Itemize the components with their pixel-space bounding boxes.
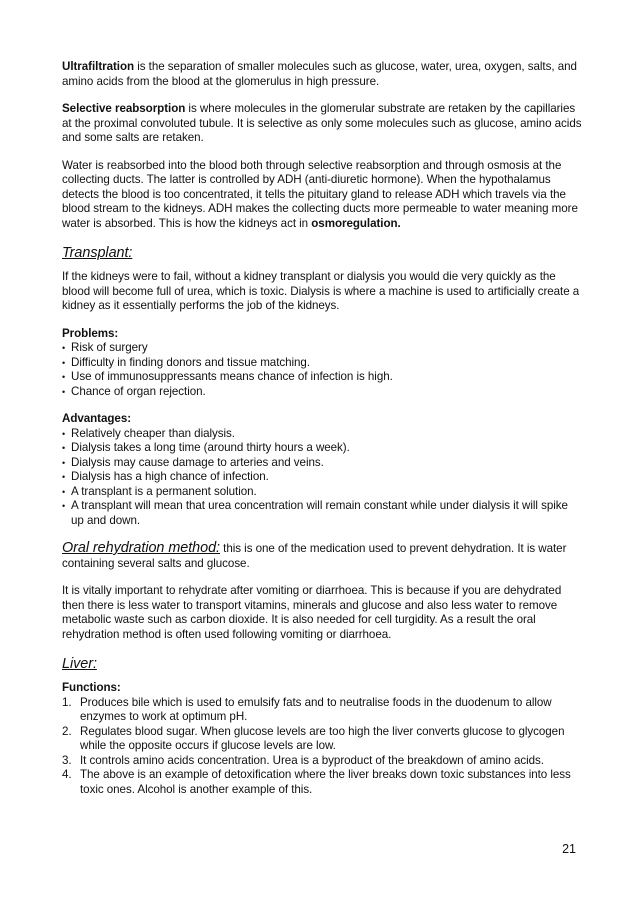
list-item — [62, 768, 582, 797]
rehydration-importance-paragraph: It is vitally important to rehydrate after vomiting or diarrhoea. This is because if you are dehydrated then there is less water to transport vitamins, minerals and glucose and also less water to remove metabolic waste such as carbon dioxide. It is also needed for cell turgidity. As a result the oral rehydration method is often used following vomiting or diarrhoea. — [62, 584, 562, 641]
item-text: The above is an example of detoxification where the liver breaks down toxic substances into less toxic ones. Alcohol is another example of this. — [80, 768, 571, 796]
list-item: • Difficulty in finding donors and tissue matching. — [62, 356, 582, 371]
advantages-label: Advantages: — [62, 412, 132, 425]
water-reabsorption-paragraph — [62, 159, 582, 232]
selective-reabsorption-text: is where molecules in the glomerular substrate are retaken by the capillaries at the proximal convoluted tubule. It is selective as only some molecules such as glucose, amino acids and some salts are retaken. — [62, 102, 582, 144]
list-item: • Chance of organ rejection. — [62, 385, 582, 400]
oral-rehydration-heading: Oral rehydration method: — [62, 540, 220, 556]
liver-heading: Liver: — [62, 656, 97, 672]
item-text: Regulates blood sugar. When glucose levels are too high the liver converts glucose to glycogen while the opposite occurs if glucose levels are low. — [80, 724, 565, 752]
ultrafiltration-term: Ultrafiltration — [62, 60, 135, 73]
ultrafiltration-paragraph — [62, 60, 582, 89]
transplant-paragraph: If the kidneys were to fail, without a kidney transplant or dialysis you would die very quickly as the blood will become full of urea, which is toxic. Dialysis is where a machine is used to artificially create a kidney as it essentially performs the job of the kidneys. — [62, 270, 580, 312]
page-content — [62, 60, 582, 797]
functions-label: Functions: — [62, 681, 121, 694]
item-text: It controls amino acids concentration. Urea is a byproduct of the breakdown of amino acids. — [80, 753, 544, 767]
list-item: • Relatively cheaper than dialysis. — [62, 427, 582, 442]
item-text: Produces bile which is used to emulsify fats and to neutralise foods in the duodenum to allow enzymes to work at optimum pH. — [80, 695, 552, 723]
item-number: 1. — [62, 695, 72, 709]
list-item: • Risk of surgery — [62, 341, 582, 356]
list-item: • Use of immunosuppressants means chance of infection is high. — [62, 370, 582, 385]
ultrafiltration-text: is the separation of smaller molecules such as glucose, water, urea, oxygen, salts, and amino acids from the blood at the glomerulus in high pressure. — [62, 60, 577, 88]
list-item: • Dialysis has a high chance of infection. — [62, 470, 582, 485]
water-reabsorption-text: Water is reabsorbed into the blood both through selective reabsorption and through osmosis at the collecting ducts. The latter is controlled by ADH (anti-diuretic hormone). When the hypothalamus detects the blood is too concentrated, it tells the pituitary gland to release ADH which travels via the blood stream to the kidneys. ADH makes the collecting ducts more permeable to water meaning more water is absorbed. This is how the kidneys act in — [62, 158, 578, 230]
list-item: • Dialysis may cause damage to arteries and veins. — [62, 456, 582, 471]
list-item — [62, 754, 582, 769]
list-item: • A transplant will mean that urea concentration will remain constant while under dialysis it will spike up and down. — [62, 499, 582, 528]
list-item: • A transplant is a permanent solution. — [62, 485, 582, 500]
list-item — [62, 725, 582, 754]
list-item — [62, 696, 582, 725]
selective-reabsorption-term: Selective reabsorption — [62, 102, 186, 115]
item-number: 2. — [62, 724, 72, 738]
item-number: 4. — [62, 768, 72, 781]
functions-list — [62, 696, 582, 798]
list-item: • Dialysis takes a long time (around thirty hours a week). — [62, 441, 582, 456]
oral-rehydration-text: this is one of the medication used to prevent dehydration. It is water containing several salts and glucose. — [62, 542, 567, 570]
oral-rehydration-paragraph — [62, 541, 582, 571]
problems-list — [62, 341, 582, 399]
selective-reabsorption-paragraph — [62, 102, 582, 146]
advantages-list — [62, 427, 582, 529]
page-number: 21 — [562, 842, 576, 856]
transplant-heading: Transplant: — [62, 245, 133, 261]
osmoregulation-term: osmoregulation. — [311, 216, 401, 230]
problems-label: Problems: — [62, 326, 119, 340]
item-number: 3. — [62, 753, 72, 767]
